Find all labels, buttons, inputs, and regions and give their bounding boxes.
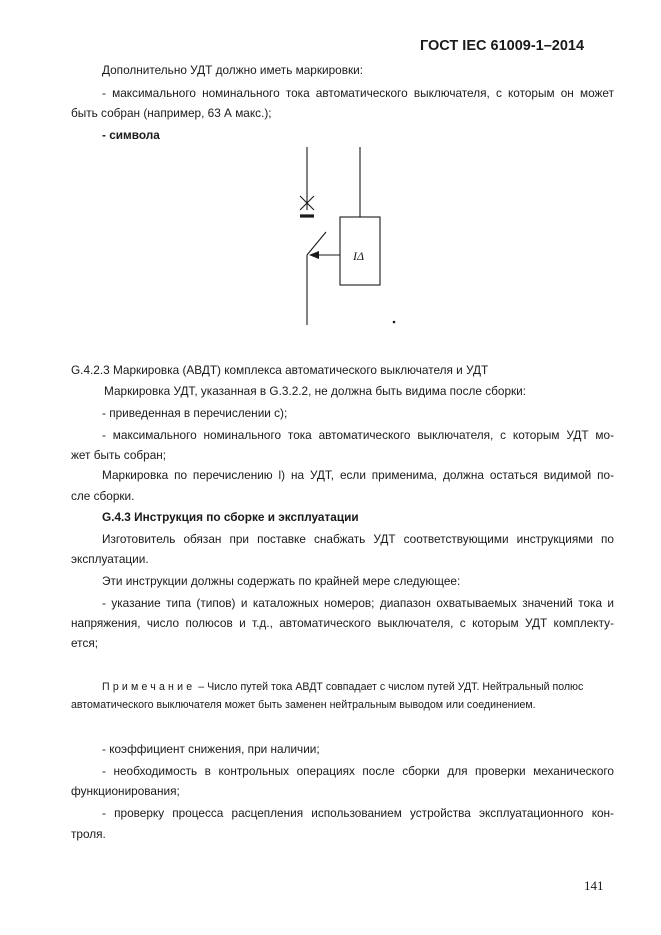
residual-current-label: IΔ bbox=[353, 249, 365, 263]
section-heading-g43: G.4.3 Инструкция по сборке и эксплуатации bbox=[102, 510, 359, 524]
paragraph-line: - максимального номинального тока автоматического выключателя, с которым УДТ мо- bbox=[102, 428, 614, 442]
paragraph: Дополнительно УДТ должно иметь маркировки: bbox=[102, 63, 364, 77]
list-item: - приведенная в перечислении с); bbox=[102, 406, 288, 420]
paragraph-line: - проверку процесса расцепления использованием устройства эксплуатационного кон- bbox=[102, 806, 614, 820]
list-item: - коэффициент снижения, при наличии; bbox=[102, 742, 320, 756]
note-line bbox=[102, 680, 614, 695]
paragraph-line: - необходимость в контрольных операциях после сборки для проверки механического bbox=[102, 764, 614, 778]
paragraph: Маркировка УДТ, указанная в G.3.2.2, не должна быть видима после сборки: bbox=[104, 384, 527, 398]
paragraph-line: эксплуатации. bbox=[71, 552, 149, 566]
section-heading-g423: G.4.2.3 Маркировка (АВДТ) комплекса автоматического выключателя и УДТ bbox=[71, 363, 489, 377]
paragraph-line: напряжения, число полюсов и т.д., автоматического выключателя, с которым УДТ комплекту- bbox=[71, 616, 614, 630]
switch-contact bbox=[307, 232, 326, 255]
paragraph-line: функционирования; bbox=[71, 784, 180, 798]
paragraph: Эти инструкции должны содержать по крайней мере следующее: bbox=[102, 574, 461, 588]
paragraph-line: троля. bbox=[71, 827, 106, 841]
document-header: ГОСТ IEC 61009-1–2014 bbox=[420, 38, 585, 54]
paragraph-line: жет быть собран; bbox=[71, 448, 167, 462]
paragraph-line: - максимального номинального тока автоматического выключателя, с которым он может bbox=[102, 86, 614, 100]
arrow-icon bbox=[309, 251, 319, 259]
paragraph-line: сле сборки. bbox=[71, 489, 135, 503]
paragraph-line: - указание типа (типов) и каталожных номеров; диапазон охватываемых значений тока и bbox=[102, 596, 614, 610]
rcd-symbol-diagram bbox=[280, 140, 410, 330]
paragraph-line: ется; bbox=[71, 636, 99, 650]
page-number: 141 bbox=[584, 878, 604, 893]
list-item-symbol: - символа bbox=[102, 128, 160, 142]
note-text: – Число путей тока АВДТ совпадает с числом путей УДТ. Нейтральный полюс bbox=[195, 681, 584, 693]
paragraph-line: Изготовитель обязан при поставке снабжать УДТ соответствующими инструкциями по bbox=[102, 532, 614, 546]
paragraph-line: быть собран (например, 63 А макс.); bbox=[71, 106, 272, 120]
dot-mark bbox=[393, 321, 396, 324]
paragraph-line: Маркировка по перечислению l) на УДТ, если применима, должна остаться видимой по- bbox=[102, 468, 614, 482]
note-label: Примечание bbox=[102, 681, 196, 693]
note-line: автоматического выключателя может быть заменен нейтральным выводом или соединением. bbox=[71, 699, 536, 711]
